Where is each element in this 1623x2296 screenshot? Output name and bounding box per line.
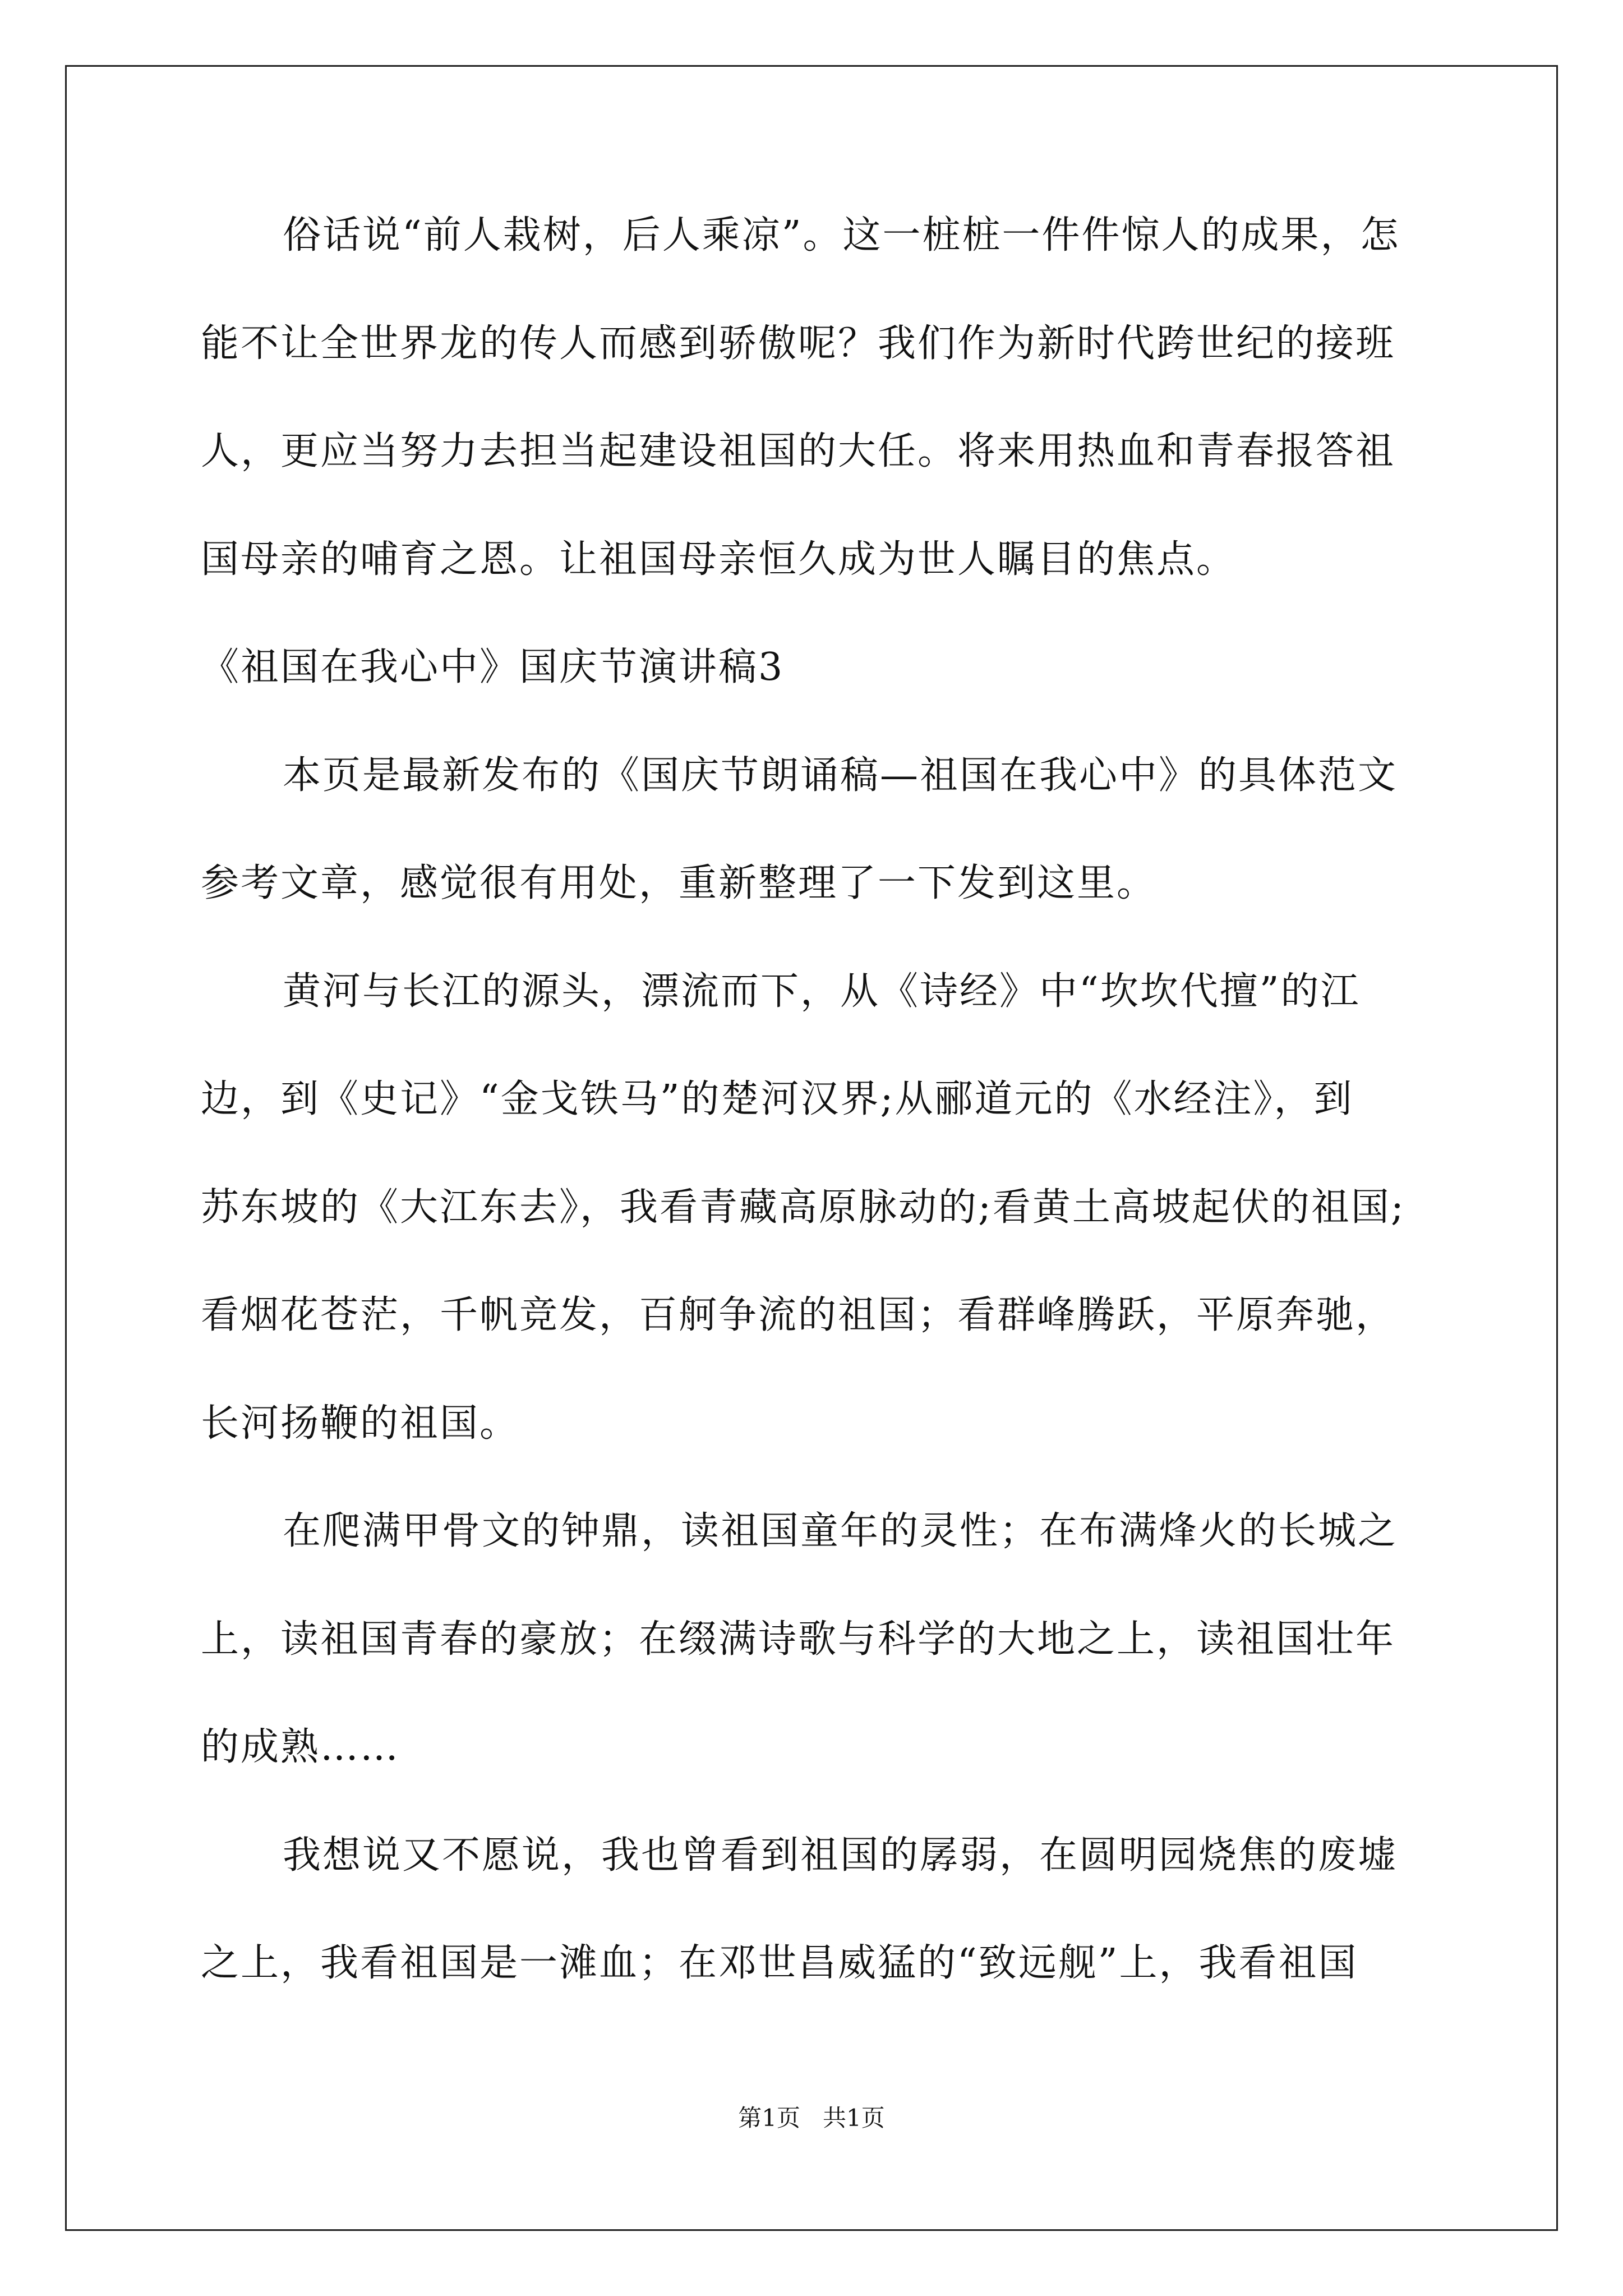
paragraph-4-line-1: 在爬满甲骨文的钟鼎，读祖国童年的灵性；在布满烽火的长城之 — [283, 1509, 1398, 1553]
paragraph-1-line-1: 俗话说“前人栽树，后人乘凉”。这一桩桩一件件惊人的成果，怎 — [283, 213, 1400, 257]
paragraph-4-line-3: 的成熟…… — [201, 1725, 400, 1769]
document-body — [201, 213, 1435, 2049]
paragraph-1-line-4: 国母亲的哺育之恩。让祖国母亲恒久成为世人瞩目的焦点。 — [201, 537, 1237, 582]
paragraph-3-line-4: 看烟花苍茫，千帆竞发，百舸争流的祖国；看群峰腾跃，平原奔驰， — [201, 1293, 1396, 1337]
paragraph-1-line-2: 能不让全世界龙的传人而感到骄傲呢？我们作为新时代跨世纪的接班 — [201, 321, 1396, 366]
paragraph-5-line-1: 我想说又不愿说，我也曾看到祖国的孱弱，在圆明园烧焦的废墟 — [283, 1833, 1398, 1878]
page-number-footer: 第1页 共1页 — [738, 2104, 885, 2132]
paragraph-4-line-2: 上，读祖国青春的豪放；在缀满诗歌与科学的大地之上，读祖国壮年 — [201, 1617, 1396, 1662]
paragraph-3-line-1: 黄河与长江的源头，漂流而下，从《诗经》中“坎坎代擅”的江 — [283, 969, 1361, 1014]
section-heading: 《祖国在我心中》国庆节演讲稿3 — [201, 645, 785, 689]
paragraph-3-line-3: 苏东坡的《大江东去》，我看青藏高原脉动的;看黄土高坡起伏的祖国; — [201, 1185, 1405, 1230]
paragraph-2-line-1: 本页是最新发布的《国庆节朗诵稿—祖国在我心中》的具体范文 — [283, 753, 1398, 798]
paragraph-2-line-2: 参考文章，感觉很有用处，重新整理了一下发到这里。 — [201, 861, 1157, 905]
paragraph-1-line-3: 人，更应当努力去担当起建设祖国的大任。将来用热血和青春报答祖 — [201, 429, 1396, 473]
paragraph-5-line-2: 之上，我看祖国是一滩血；在邓世昌威猛的“致远舰”上，我看祖国 — [201, 1941, 1358, 1985]
paragraph-3-line-2: 边，到《史记》“金戈铁马”的楚河汉界;从郦道元的《水经注》，到 — [201, 1077, 1354, 1121]
paragraph-3-line-5: 长河扬鞭的祖国。 — [201, 1401, 520, 1446]
